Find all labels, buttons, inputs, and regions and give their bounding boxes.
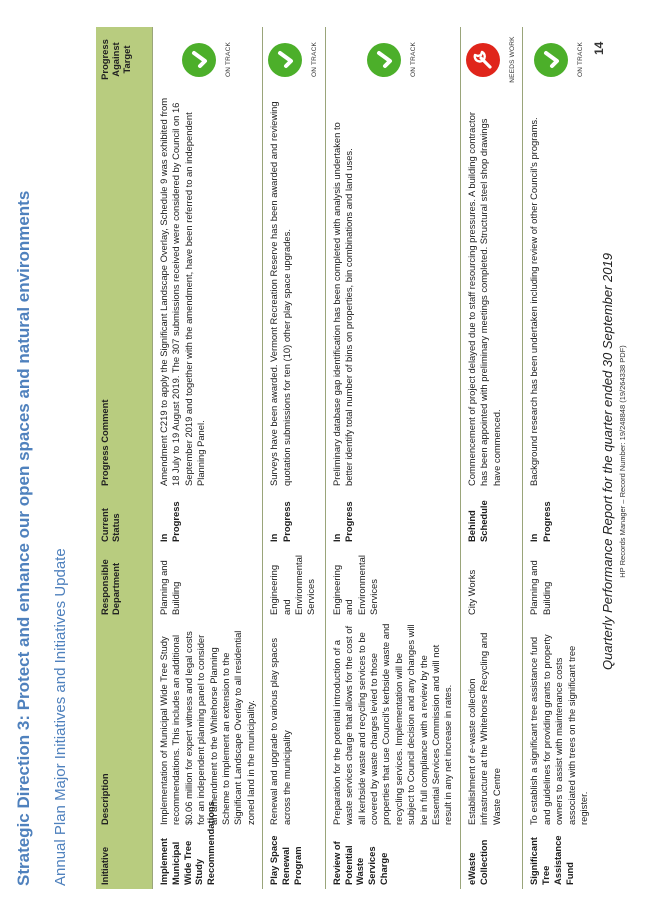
cell-progress: [325, 27, 460, 92]
cell-status: In Progress: [325, 490, 460, 546]
page-title: Strategic Direction 3: Protect and enhance our open spaces and natural environments: [14, 190, 33, 886]
cell-department: City Works: [460, 546, 523, 619]
cell-description: Implementation of Municipal Wide Tree Study recommendations. This includes an additional $0.06 million for expert witness and legal costs for an independent planning panel to consider an amendment to the Whitehorse Planning Scheme to implement an extension to the Significant Landscape Overlay to all residential zoned land in the municipality.: [153, 619, 263, 829]
status-badge: [367, 42, 419, 77]
cell-department: Planning and Building: [153, 546, 263, 619]
record-number: HP Records Manager – Record Number: 19/248848 (19/264338 PDF): [618, 345, 627, 578]
section-subtitle: Annual Plan Major Initiatives and Initiatives Update: [52, 548, 69, 886]
column-header-description: Description: [96, 619, 153, 829]
cell-initiative: Significant Tree Assistance Fund: [523, 829, 596, 889]
cell-progress: [523, 27, 596, 92]
table-header-row: [96, 27, 153, 889]
cell-description: Establishment of e-waste collection infrastructure at the Whitehorse Recycling and Waste Centre: [460, 619, 523, 829]
cell-comment: Preliminary database gap identification has been completed with analysis undertaken to better identify total number of bins on properties, bin combinations and land uses.: [325, 92, 460, 490]
column-header-status: Current Status: [96, 490, 153, 546]
cell-comment: Surveys have been awarded. Vermont Recreation Reserve has been awarded and reviewing quotation submissions for ten (10) other play space upgrades.: [263, 92, 326, 490]
column-header-comment: Progress Comment: [96, 92, 153, 490]
cell-description: To establish a significant tree assistance fund and guidelines for providing grants to property owners to assist with maintenance costs associated with trees on the significant tree register.: [523, 619, 596, 829]
badge-label: ON TRACK: [576, 41, 584, 78]
checkmark-icon: [182, 43, 216, 77]
cell-department: Engineering and Environmental Services: [325, 546, 460, 619]
status-badge: [466, 36, 518, 82]
checkmark-icon: [367, 43, 401, 77]
cell-comment: Commencement of project delayed due to staff resourcing pressures. A building contractor has been appointed with preliminary meetings completed. Structural steel shop drawings have commenced.: [460, 92, 523, 490]
cell-initiative: eWaste Collection: [460, 829, 523, 889]
cell-department: Engineering and Environmental Services: [263, 546, 326, 619]
cell-department: Planning and Building: [523, 546, 596, 619]
report-footer-title: Quarterly Performance Report for the quarter ended 30 September 2019: [600, 253, 615, 670]
cell-comment: Amendment C219 to apply the Significant Landscape Overlay, Schedule 9 was exhibited from 18 July to 19 August 2019. The 307 submissions received were considered by Council on 16 September 2019 and together with the amendment, have been referred to an independent Planning Panel.: [153, 92, 263, 490]
cell-comment: Background research has been undertaken including review of other Council's programs.: [523, 92, 596, 490]
status-badge: [268, 42, 320, 77]
cell-status: In Progress: [153, 490, 263, 546]
table-row: [523, 27, 596, 889]
column-header-department: Responsible Department: [96, 546, 153, 619]
page-number: 14: [592, 41, 606, 55]
wrench-icon: [466, 43, 500, 77]
table-row: [153, 27, 263, 889]
status-badge: [182, 42, 234, 77]
cell-initiative: Review of Potential Waste Services Charge: [325, 829, 460, 889]
cell-status: In Progress: [263, 490, 326, 546]
badge-label: NEEDS WORK: [508, 36, 516, 83]
cell-status: In Progress: [523, 490, 596, 546]
initiatives-table: [96, 27, 596, 889]
column-header-progress: Progress Against Target: [96, 27, 153, 92]
column-header-initiative: Initiative: [96, 829, 153, 889]
cell-progress: [153, 27, 263, 92]
cell-progress: [460, 27, 523, 92]
cell-status: Behind Schedule: [460, 490, 523, 546]
checkmark-icon: [534, 43, 568, 77]
table-row: [325, 27, 460, 889]
cell-description: Preparation for the potential introduction of a waste services charge that allows for the cost of all kerbside waste and recycling services to be covered by waste charges levied to those properties that use Council's kerbside waste and recycling services. Implementation will be subject to Council decision and any changes will be in full compliance with a review by the Essential Services Commission and will not result in any net increase in rates.: [325, 619, 460, 829]
badge-label: ON TRACK: [224, 41, 232, 78]
cell-initiative: Play Space Renewal Program: [263, 829, 326, 889]
table-row: [460, 27, 523, 889]
checkmark-icon: [268, 43, 302, 77]
table-row: [263, 27, 326, 889]
cell-initiative: Implement Municipal Wide Tree Study Recommendations: [153, 829, 263, 889]
cell-progress: [263, 27, 326, 92]
status-badge: [534, 42, 586, 77]
badge-label: ON TRACK: [410, 41, 418, 78]
cell-description: Renewal and upgrade to various play spaces across the municipality: [263, 619, 326, 829]
badge-label: ON TRACK: [311, 41, 319, 78]
